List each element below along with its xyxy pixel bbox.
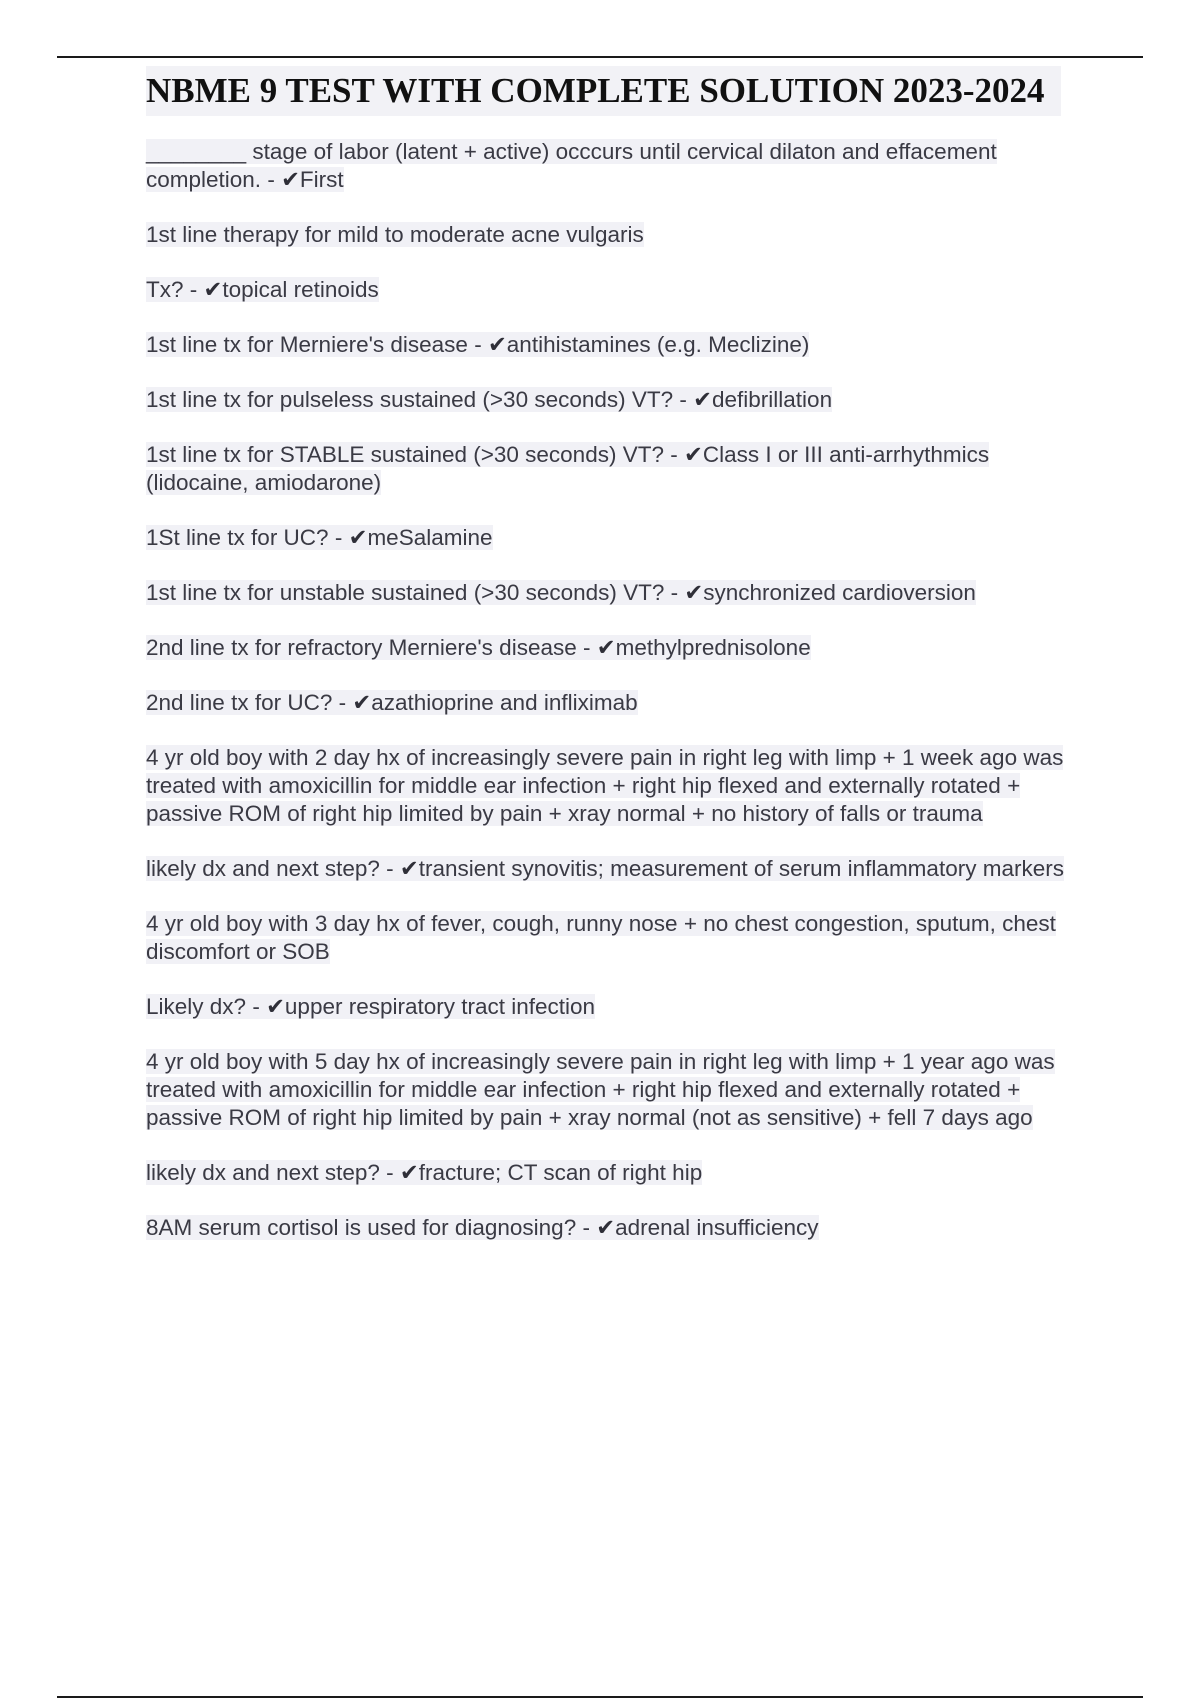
- answer-separator: -: [183, 277, 204, 302]
- question-text: likely dx and next step?: [146, 1160, 380, 1185]
- answer-separator: -: [261, 167, 282, 192]
- question-text: 8AM serum cortisol is used for diagnosing?: [146, 1215, 577, 1240]
- answer-text: synchronized cardioversion: [703, 580, 976, 605]
- qa-text: [146, 580, 976, 605]
- qa-entry: [146, 1159, 1096, 1187]
- qa-text: [146, 139, 997, 192]
- question-text: 1St line tx for UC?: [146, 525, 329, 550]
- qa-text: [146, 635, 811, 660]
- checkmark-icon: ✔: [266, 994, 285, 1019]
- checkmark-icon: ✔: [683, 442, 703, 467]
- qa-entry: [146, 1048, 1096, 1132]
- answer-text: Class I or III anti-arrhythmics (lidocaine, amiodarone): [146, 442, 990, 495]
- bottom-rule: [57, 1696, 1143, 1698]
- answer-separator: -: [379, 1160, 400, 1185]
- qa-entry: [146, 993, 1096, 1021]
- answer-text: antihistamines (e.g. Meclizine): [506, 332, 810, 357]
- qa-entry: [146, 221, 1096, 249]
- checkmark-icon: ✔: [203, 277, 223, 302]
- checkmark-icon: ✔: [399, 856, 419, 881]
- qa-text: [146, 1160, 702, 1185]
- qa-entry: [146, 855, 1096, 883]
- answer-text: meSalamine: [367, 525, 493, 550]
- answer-text: adrenal insufficiency: [615, 1215, 819, 1240]
- qa-entry: [146, 276, 1096, 304]
- checkmark-icon: ✔: [596, 1215, 616, 1240]
- answer-separator: -: [664, 580, 685, 605]
- answer-separator: -: [379, 856, 400, 881]
- answer-separator: -: [332, 690, 353, 715]
- document-page: [146, 66, 1096, 1269]
- qa-text: [146, 277, 379, 302]
- qa-text: [146, 911, 1056, 964]
- question-text: 4 yr old boy with 2 day hx of increasingly severe pain in right leg with limp + 1 week ago was treated with amoxicillin for middle ear infection + right hip flexed and externally rotated + passive ROM of right hip limited by pain + xray normal + no history of falls or trauma: [146, 745, 1064, 826]
- question-text: 2nd line tx for refractory Merniere's disease: [146, 635, 577, 660]
- answer-separator: -: [663, 442, 684, 467]
- checkmark-icon: ✔: [596, 635, 616, 660]
- qa-entry: [146, 138, 1096, 194]
- checkmark-icon: ✔: [684, 580, 704, 605]
- qa-text: [146, 442, 989, 495]
- qa-text: [146, 745, 1063, 826]
- qa-text: [146, 856, 1064, 881]
- question-text: Likely dx?: [146, 994, 247, 1019]
- answer-text: First: [299, 167, 344, 192]
- checkmark-icon: ✔: [281, 167, 300, 192]
- qa-entry: [146, 524, 1096, 552]
- checkmark-icon: ✔: [399, 1160, 419, 1185]
- question-text: 1st line tx for pulseless sustained (>30 seconds) VT?: [146, 387, 674, 412]
- qa-text: [146, 1049, 1055, 1130]
- checkmark-icon: ✔: [352, 690, 372, 715]
- answer-text: methylprednisolone: [615, 635, 811, 660]
- question-text: 2nd line tx for UC?: [146, 690, 333, 715]
- qa-entry: [146, 1214, 1096, 1242]
- qa-entry: [146, 441, 1096, 497]
- qa-text: [146, 994, 595, 1019]
- qa-entry: [146, 910, 1096, 966]
- qa-text: [146, 525, 493, 550]
- answer-separator: -: [576, 635, 597, 660]
- checkmark-icon: ✔: [487, 332, 507, 357]
- answer-text: topical retinoids: [222, 277, 379, 302]
- question-text: 1st line tx for Merniere's disease: [146, 332, 468, 357]
- qa-list: [146, 138, 1096, 1242]
- qa-entry: [146, 579, 1096, 607]
- answer-separator: -: [673, 387, 694, 412]
- answer-separator: -: [467, 332, 488, 357]
- question-text: likely dx and next step?: [146, 856, 380, 881]
- qa-entry: [146, 689, 1096, 717]
- answer-text: azathioprine and infliximab: [371, 690, 638, 715]
- qa-text: [146, 387, 832, 412]
- qa-text: [146, 1215, 819, 1240]
- qa-entry: [146, 634, 1096, 662]
- qa-text: [146, 690, 638, 715]
- qa-text: [146, 222, 644, 247]
- qa-entry: [146, 386, 1096, 414]
- qa-text: [146, 332, 809, 357]
- question-text: 1st line therapy for mild to moderate acne vulgaris: [146, 222, 644, 247]
- question-text: Tx?: [146, 277, 184, 302]
- answer-separator: -: [328, 525, 349, 550]
- question-text: 1st line tx for unstable sustained (>30 seconds) VT?: [146, 580, 665, 605]
- page-title: NBME 9 TEST WITH COMPLETE SOLUTION 2023-2024: [146, 66, 1061, 116]
- checkmark-icon: ✔: [348, 525, 368, 550]
- question-text: 4 yr old boy with 3 day hx of fever, cough, runny nose + no chest congestion, sputum, chest discomfort or SOB: [146, 911, 1056, 964]
- question-text: 1st line tx for STABLE sustained (>30 seconds) VT?: [146, 442, 664, 467]
- answer-text: transient synovitis; measurement of serum inflammatory markers: [418, 856, 1064, 881]
- qa-entry: [146, 331, 1096, 359]
- answer-separator: -: [246, 994, 267, 1019]
- question-text: ________ stage of labor (latent + active) occcurs until cervical dilaton and effacement completion.: [146, 139, 997, 192]
- qa-entry: [146, 744, 1096, 828]
- answer-text: upper respiratory tract infection: [284, 994, 596, 1019]
- checkmark-icon: ✔: [693, 387, 713, 412]
- answer-text: defibrillation: [712, 387, 833, 412]
- answer-text: fracture; CT scan of right hip: [418, 1160, 703, 1185]
- top-rule: [57, 56, 1143, 58]
- answer-separator: -: [576, 1215, 597, 1240]
- question-text: 4 yr old boy with 5 day hx of increasingly severe pain in right leg with limp + 1 year ago was treated with amoxicillin for middle ear infection + right hip flexed and externally rotated + passive ROM of right hip limited by pain + xray normal (not as sensitive) + fell 7 days ago: [146, 1049, 1055, 1130]
